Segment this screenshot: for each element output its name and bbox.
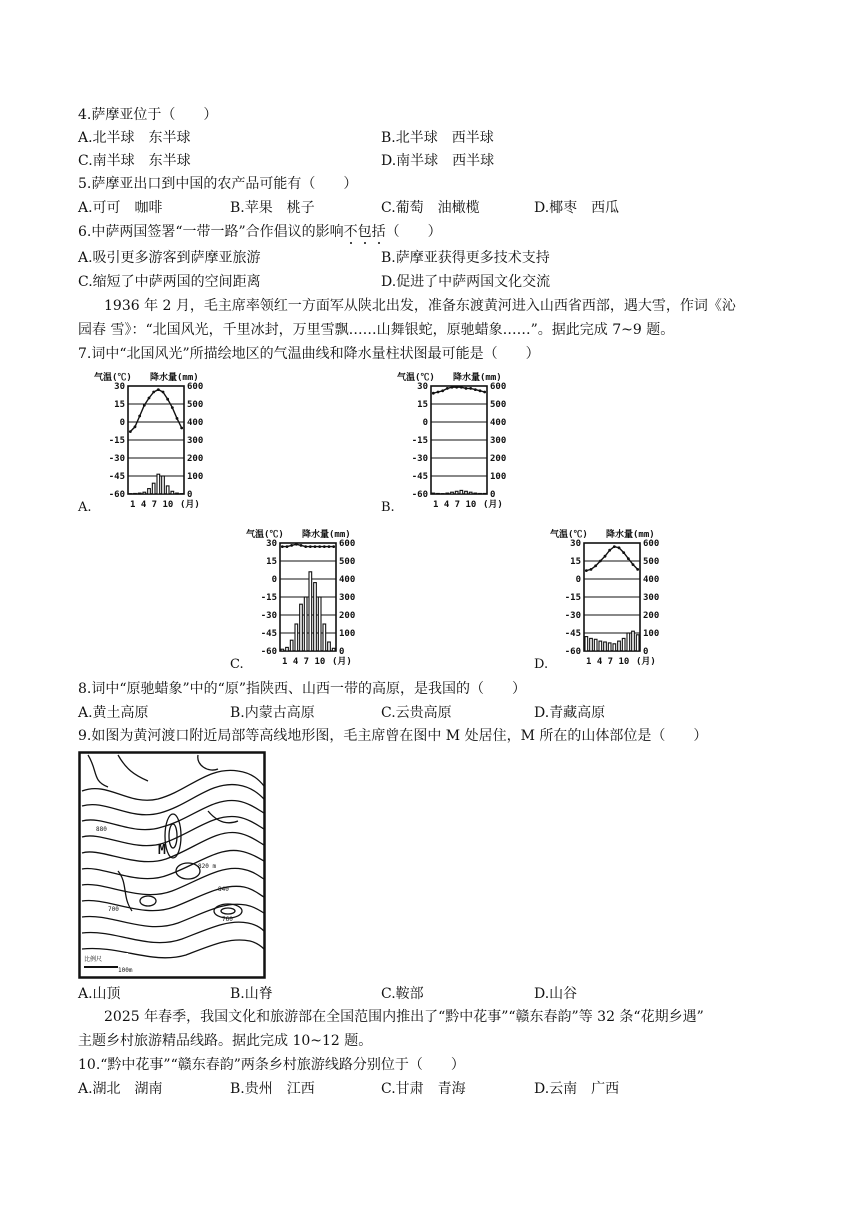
- temp-point: [318, 545, 321, 548]
- month-unit: (月): [180, 500, 200, 510]
- temp-tick: -30: [564, 611, 581, 621]
- map-contour-4: 700: [108, 906, 119, 913]
- prec-tick: 0: [187, 490, 193, 500]
- temp-point: [138, 415, 141, 418]
- precip-bar: [627, 633, 630, 651]
- month-ticks: 1 4 7 10: [130, 500, 174, 510]
- q4-option-d: D.南半球 西半球: [381, 153, 495, 169]
- precip-bar: [437, 493, 440, 494]
- precip-bar: [328, 642, 331, 651]
- q4-option-c: C.南半球 东半球: [78, 153, 191, 169]
- temp-tick: -45: [260, 629, 277, 639]
- precip-bar: [304, 597, 307, 651]
- map-scale-label: 比例尺: [84, 956, 103, 963]
- precip-bar: [138, 493, 141, 494]
- q7-option-d-label: D.: [534, 657, 549, 672]
- passage2-line1: 2025 年春季，我国文化和旅游部在全国范围内推出了“黔中花事”“赣东春韵”等 32 条“花期乡遇”: [104, 1009, 704, 1025]
- q8-stem: 8.词中“原驰蜡象”中的“原”指陕西、山西一带的高原，是我国的（ ）: [78, 681, 526, 697]
- q5-option-c: C.葡萄 油橄榄: [381, 200, 480, 216]
- map-contour-2: 840: [218, 886, 229, 893]
- prec-tick: 500: [490, 400, 507, 410]
- prec-tick: 500: [643, 557, 660, 567]
- temp-tick: -30: [411, 454, 428, 464]
- precip-bar: [446, 493, 449, 494]
- temp-tick: 30: [417, 382, 428, 392]
- q10-stem: 10.“黔中花事”“赣东春韵”两条乡村旅游线路分别位于（ ）: [78, 1057, 465, 1073]
- prec-tick: 0: [643, 647, 649, 657]
- temp-point: [162, 391, 165, 394]
- precip-bar: [479, 493, 482, 494]
- q9-option-a: A.山顶: [78, 986, 121, 1002]
- q5-option-d: D.椰枣 西瓜: [534, 200, 620, 216]
- prec-tick: 200: [187, 454, 204, 464]
- precip-bar: [323, 624, 326, 651]
- climate-chart-c: [244, 527, 386, 672]
- temp-point: [437, 391, 440, 394]
- q5-option-a: A.可可 咖啡: [78, 200, 163, 216]
- temp-point: [460, 386, 463, 389]
- q6-emph-2: 包: [357, 224, 372, 240]
- prec-tick: 100: [490, 472, 507, 482]
- temp-tick: 30: [570, 539, 581, 549]
- prec-tick: 600: [187, 382, 204, 392]
- precip-bar: [162, 476, 165, 494]
- temp-point: [483, 391, 486, 394]
- temp-axis-title: 气温(℃): [94, 373, 132, 383]
- temp-tick: -30: [260, 611, 277, 621]
- temp-point: [585, 569, 588, 572]
- precip-bar: [176, 493, 179, 494]
- temp-point: [451, 386, 454, 389]
- precip-bar: [599, 641, 602, 651]
- climate-chart-d: [548, 527, 690, 672]
- prec-tick: 600: [643, 539, 660, 549]
- temp-point: [148, 397, 151, 400]
- temp-point: [465, 387, 468, 390]
- temp-tick: -45: [564, 629, 581, 639]
- temp-tick: -45: [108, 472, 125, 482]
- temp-point: [441, 389, 444, 392]
- precip-bar: [474, 493, 477, 494]
- prec-tick: 600: [490, 382, 507, 392]
- prec-tick: 600: [339, 539, 356, 549]
- month-unit: (月): [636, 657, 656, 667]
- q4-stem: 4.萨摩亚位于（ ）: [78, 107, 218, 123]
- temp-point: [332, 545, 335, 548]
- q6-stem-post: （ ）: [385, 224, 442, 240]
- temp-point: [176, 417, 179, 420]
- temp-tick: 0: [575, 575, 581, 585]
- temp-point: [636, 568, 639, 571]
- q10-option-c: C.甘肃 青海: [381, 1081, 466, 1097]
- prec-tick: 300: [339, 593, 356, 603]
- climate-chart-a: [92, 370, 234, 515]
- precip-bar: [166, 486, 169, 494]
- temp-point: [290, 544, 293, 547]
- temp-tick: -60: [411, 490, 428, 500]
- precip-bar: [332, 648, 335, 651]
- temp-point: [143, 404, 146, 407]
- temp-point: [627, 557, 630, 560]
- month-ticks: 1 4 7 10: [586, 657, 630, 667]
- passage2-line2: 主题乡村旅游精品线路。据此完成 10~12 题。: [78, 1033, 373, 1049]
- precip-bar: [613, 644, 616, 651]
- precip-bar: [148, 489, 151, 494]
- temp-point: [134, 425, 137, 428]
- temp-point: [304, 545, 307, 548]
- temp-tick: 0: [271, 575, 277, 585]
- precip-bar: [152, 483, 155, 494]
- temp-point: [300, 544, 303, 547]
- temp-point: [157, 388, 160, 391]
- temp-point: [479, 389, 482, 392]
- q6-emph-1: 不: [343, 224, 358, 240]
- temp-point: [152, 391, 155, 394]
- precip-bar: [632, 631, 635, 651]
- map-contour-1: 820 m: [198, 863, 217, 870]
- temp-curve: [586, 547, 637, 571]
- prec-tick: 500: [187, 400, 204, 410]
- precip-bar: [286, 647, 289, 651]
- temp-point: [446, 387, 449, 390]
- map-contour-5: 760: [222, 916, 233, 923]
- temp-point: [474, 388, 477, 391]
- temp-point: [323, 545, 326, 548]
- prec-tick: 400: [643, 575, 660, 585]
- precip-bar: [157, 474, 160, 494]
- precip-bar: [590, 638, 593, 651]
- precip-bar: [309, 572, 312, 651]
- temp-point: [622, 551, 625, 554]
- q8-option-d: D.青藏高原: [534, 705, 606, 721]
- temp-point: [281, 545, 284, 548]
- temp-tick: 30: [266, 539, 277, 549]
- temp-tick: -15: [108, 436, 125, 446]
- q6-option-c: C.缩短了中萨两国的空间距离: [78, 274, 261, 290]
- q9-option-c: C.鞍部: [381, 986, 424, 1002]
- temp-tick: 15: [266, 557, 277, 567]
- month-unit: (月): [483, 500, 503, 510]
- temp-point: [286, 545, 289, 548]
- temp-curve: [433, 387, 484, 393]
- q6-option-a: A.吸引更多游客到萨摩亚旅游: [78, 250, 261, 266]
- temp-tick: -60: [564, 647, 581, 657]
- temp-tick: 30: [114, 382, 125, 392]
- prec-tick: 200: [643, 611, 660, 621]
- q4-option-a: A.北半球 东半球: [78, 130, 191, 146]
- prec-tick: 400: [339, 575, 356, 585]
- temp-point: [180, 427, 183, 430]
- precip-bar: [455, 491, 458, 494]
- month-ticks: 1 4 7 10: [282, 657, 326, 667]
- contour-map: [78, 751, 266, 979]
- prec-tick: 100: [643, 629, 660, 639]
- q6-option-d: D.促进了中萨两国文化交流: [381, 274, 551, 290]
- q9-option-d: D.山谷: [534, 986, 578, 1002]
- temp-point: [432, 392, 435, 395]
- precip-bar: [483, 493, 486, 494]
- precip-bar: [432, 493, 435, 494]
- prec-tick: 0: [339, 647, 345, 657]
- month-unit: (月): [332, 657, 352, 667]
- precip-bar: [290, 640, 293, 651]
- temp-point: [455, 386, 458, 389]
- precip-bar: [134, 493, 137, 494]
- q5-option-b: B.苹果 桃子: [230, 200, 315, 216]
- month-ticks: 1 4 7 10: [433, 500, 477, 510]
- precip-bar: [585, 637, 588, 651]
- precip-bar: [469, 492, 472, 494]
- q7-option-c-label: C.: [230, 657, 244, 672]
- prec-tick: 0: [490, 490, 496, 500]
- prec-tick: 400: [187, 418, 204, 428]
- q4-option-b: B.北半球 西半球: [381, 130, 494, 146]
- q8-option-b: B.内蒙古高原: [230, 705, 315, 721]
- temp-tick: -30: [108, 454, 125, 464]
- q7-option-b-label: B.: [381, 500, 395, 515]
- map-contour-3: 880: [96, 826, 107, 833]
- prec-tick: 300: [187, 436, 204, 446]
- temp-point: [604, 555, 607, 558]
- precip-bar: [465, 491, 468, 494]
- temp-point: [599, 560, 602, 563]
- temp-tick: -15: [564, 593, 581, 603]
- prec-tick: 100: [187, 472, 204, 482]
- prec-axis-title: 降水量(mm): [606, 530, 655, 540]
- q7-stem: 7.词中“北国风光”所描绘地区的气温曲线和降水量柱状图最可能是（ ）: [78, 346, 540, 362]
- q9-option-b: B.山脊: [230, 986, 273, 1002]
- precip-bar: [281, 649, 284, 651]
- temp-tick: 0: [422, 418, 428, 428]
- temp-curve: [130, 390, 181, 432]
- prec-tick: 500: [339, 557, 356, 567]
- temp-point: [632, 563, 635, 566]
- prec-tick: 200: [490, 454, 507, 464]
- temp-axis-title: 气温(℃): [550, 530, 588, 540]
- temp-point: [469, 387, 472, 390]
- temp-point: [613, 545, 616, 548]
- precip-bar: [451, 492, 454, 494]
- precip-bar: [622, 638, 625, 651]
- q9-stem: 9.如图为黄河渡口附近局部等高线地形图，毛主席曾在图中 M 处居住，M 所在的山体部位是（ ）: [78, 728, 708, 744]
- temp-tick: -15: [411, 436, 428, 446]
- precip-bar: [604, 642, 607, 651]
- temp-curve: [282, 544, 333, 546]
- precip-bar: [618, 641, 621, 651]
- prec-axis-title: 降水量(mm): [453, 373, 502, 383]
- map-scale-value: 100m: [118, 967, 133, 974]
- temp-tick: 15: [114, 400, 125, 410]
- q10-option-d: D.云南 广西: [534, 1081, 620, 1097]
- q5-stem: 5.萨摩亚出口到中国的农产品可能有（ ）: [78, 176, 358, 192]
- temp-point: [309, 545, 312, 548]
- passage1-line2: 园春 雪》：“北国风光，千里冰封，万里雪飘……山舞银蛇，原驰蜡象……”。据此完成 7~9 题。: [78, 322, 675, 338]
- prec-axis-title: 降水量(mm): [302, 530, 351, 540]
- precip-bar: [295, 624, 298, 651]
- prec-tick: 300: [643, 593, 660, 603]
- temp-tick: -60: [260, 647, 277, 657]
- q10-option-a: A.湖北 湖南: [78, 1081, 163, 1097]
- prec-tick: 400: [490, 418, 507, 428]
- temp-axis-title: 气温(℃): [397, 373, 435, 383]
- temp-point: [328, 545, 331, 548]
- precip-bar: [460, 490, 463, 494]
- map-m-label: M: [158, 843, 166, 858]
- temp-tick: 15: [417, 400, 428, 410]
- precip-bar: [143, 492, 146, 494]
- temp-tick: 15: [570, 557, 581, 567]
- precip-bar: [636, 635, 639, 651]
- precip-bar: [318, 597, 321, 651]
- prec-axis-title: 降水量(mm): [150, 373, 199, 383]
- q10-option-b: B.贵州 江西: [230, 1081, 315, 1097]
- temp-axis-title: 气温(℃): [246, 530, 284, 540]
- temp-point: [590, 568, 593, 571]
- q8-option-a: A.黄土高原: [78, 705, 149, 721]
- prec-tick: 100: [339, 629, 356, 639]
- precip-bar: [594, 639, 597, 651]
- q6-stem: [78, 223, 442, 241]
- temp-point: [314, 545, 317, 548]
- q7-option-a-label: A.: [78, 500, 92, 515]
- q6-stem-pre: 6.中萨两国签署“一带一路”合作倡议的影响: [78, 224, 344, 240]
- prec-tick: 200: [339, 611, 356, 621]
- prec-tick: 300: [490, 436, 507, 446]
- precip-bar: [171, 491, 174, 494]
- temp-tick: -15: [260, 593, 277, 603]
- precip-bar: [314, 583, 317, 651]
- temp-tick: -45: [411, 472, 428, 482]
- q8-option-c: C.云贵高原: [381, 705, 452, 721]
- temp-point: [171, 406, 174, 409]
- temp-tick: -60: [108, 490, 125, 500]
- precip-bar: [608, 643, 611, 651]
- temp-tick: 0: [119, 418, 125, 428]
- q6-emph-3: 括: [371, 224, 386, 240]
- temp-point: [608, 549, 611, 552]
- passage1-line1: 1936 年 2 月，毛主席率领红一方面军从陕北出发，准备东渡黄河进入山西省西部，遇大雪，作词《沁: [104, 298, 736, 314]
- temp-point: [594, 564, 597, 567]
- temp-point: [166, 398, 169, 401]
- q6-option-b: B.萨摩亚获得更多技术支持: [381, 250, 550, 266]
- temp-point: [129, 430, 132, 433]
- precip-bar: [300, 604, 303, 651]
- climate-chart-b: [395, 370, 537, 515]
- temp-point: [295, 543, 298, 546]
- temp-point: [618, 546, 621, 549]
